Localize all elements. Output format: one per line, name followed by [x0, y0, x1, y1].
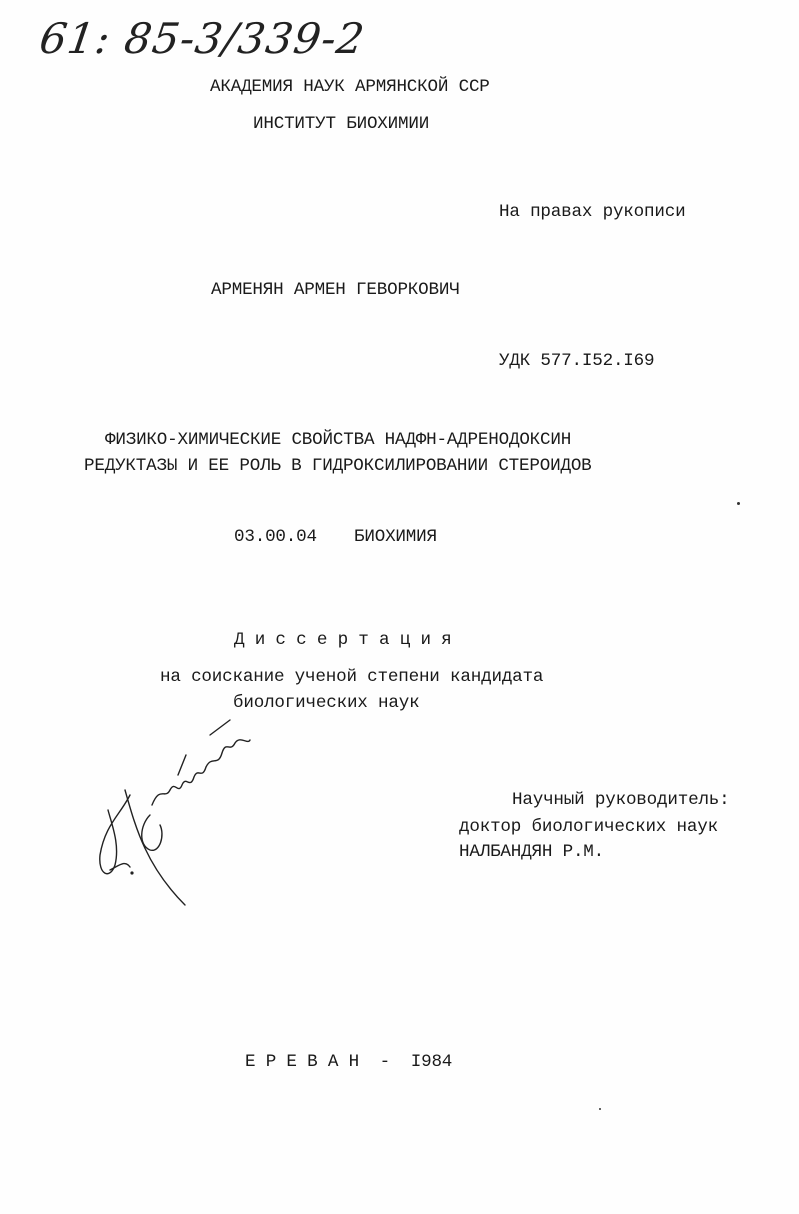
title-line-2: РЕДУКТАЗЫ И ЕЕ РОЛЬ В ГИДРОКСИЛИРОВАНИИ СТЕРОИДОВ	[84, 456, 592, 476]
author-name: АРМЕНЯН АРМЕН ГЕВОРКОВИЧ	[211, 280, 460, 300]
signature	[90, 715, 260, 910]
degree-purpose-line-1: на соискание ученой степени кандидата	[160, 667, 544, 687]
supervisor-label: Научный руководитель:	[512, 790, 730, 810]
specialty-code: 03.00.04	[234, 527, 317, 547]
academy-name: АКАДЕМИЯ НАУК АРМЯНСКОЙ ССР	[210, 77, 490, 97]
manuscript-rights: На правах рукописи	[499, 202, 686, 222]
specialty-name: БИОХИМИЯ	[354, 527, 437, 547]
supervisor-name: НАЛБАНДЯН Р.М.	[459, 842, 605, 862]
scan-speck	[599, 1108, 601, 1110]
institute-name: ИНСТИТУТ БИОХИМИИ	[253, 114, 430, 134]
supervisor-degree: доктор биологических наук	[459, 817, 718, 837]
degree-purpose-line-2: биологических наук	[233, 693, 420, 713]
title-line-1: ФИЗИКО-ХИМИЧЕСКИЕ СВОЙСТВА НАДФН-АДРЕНОДОКСИН	[105, 430, 572, 450]
work-type: Д и с с е р т а ц и я	[234, 630, 452, 650]
udc-code: УДК 577.I52.I69	[499, 351, 655, 371]
scan-speck	[737, 502, 740, 505]
city-year: Е Р Е В А Н - I984	[245, 1052, 453, 1072]
handwritten-archive-number: 61: 85-3/339-2	[36, 14, 368, 63]
